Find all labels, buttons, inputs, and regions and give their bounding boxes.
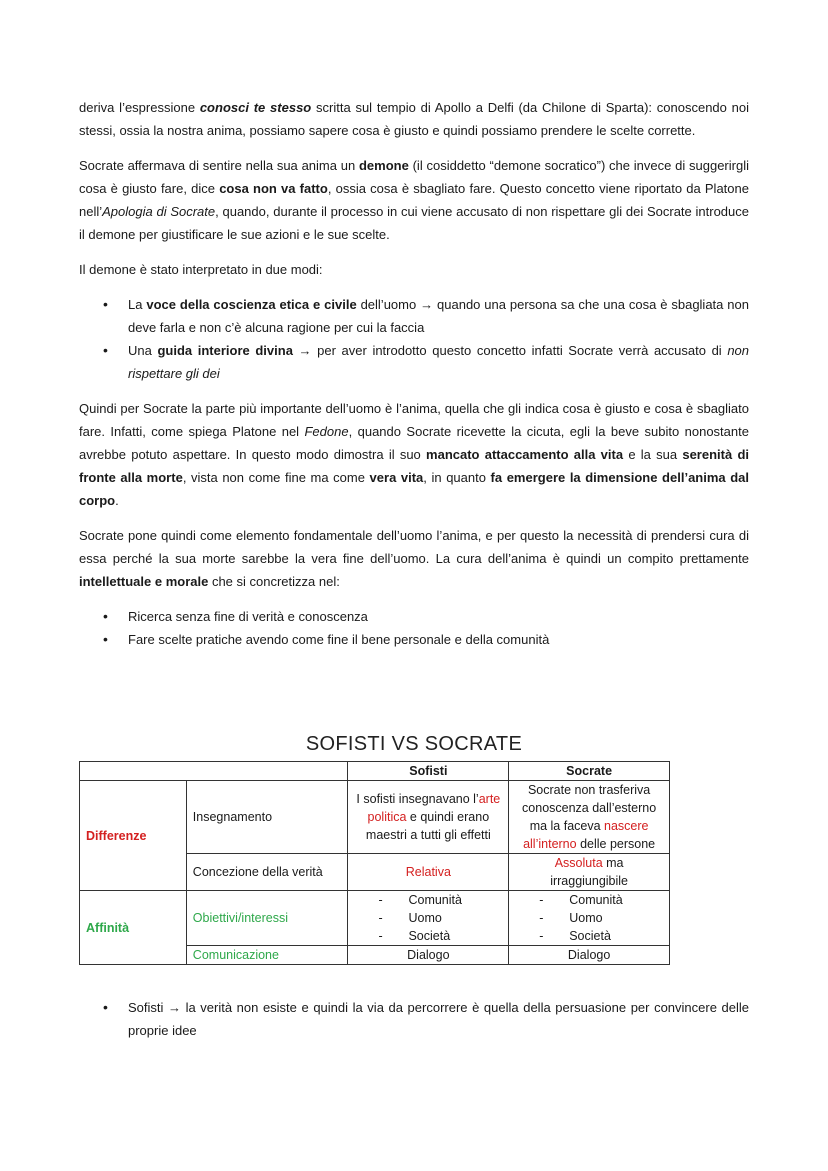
cell-socrate-obiettivi — [509, 891, 670, 946]
text: deriva l’espressione — [79, 100, 200, 115]
emphasis: guida interiore divina — [157, 343, 293, 358]
cura-list — [79, 605, 749, 651]
dash: - — [378, 929, 383, 943]
dash: - — [539, 911, 544, 925]
text: delle persone — [576, 837, 656, 851]
dash: - — [378, 893, 383, 907]
highlight-text: Assoluta — [554, 856, 603, 870]
list-item — [79, 339, 749, 385]
group-label-differenze: Differenze — [80, 781, 187, 891]
italic-title: Fedone — [304, 424, 349, 439]
cell-socrate-verita — [509, 854, 670, 891]
text: La — [128, 297, 147, 312]
table-row — [80, 781, 670, 854]
dash: - — [378, 911, 383, 925]
paragraph-demone — [79, 154, 749, 246]
text: Una — [128, 343, 158, 358]
text: che si concretizza nel: — [208, 574, 340, 589]
text: e quindi erano maestri a tutti gli effetti — [365, 810, 491, 842]
text: Socrate affermava di sentire nella sua anima un — [79, 158, 359, 173]
emphasis: mancato attaccamento alla vita — [426, 447, 624, 462]
list-item: • Sofisti → la verità non esiste e quindi la via da percorrere è quella della persuasione per convincere delle proprie idee — [79, 996, 749, 1042]
text: ma irraggiungibile — [550, 856, 629, 888]
list-item: Uomo — [408, 911, 442, 925]
interpretations-list — [79, 293, 749, 385]
dash-list — [515, 891, 663, 945]
table-row — [80, 891, 670, 946]
header-socrate: Socrate — [509, 762, 670, 781]
row-label-obiettivi: Obiettivi/interessi — [186, 891, 348, 946]
final-section — [79, 996, 749, 1054]
list-item: • Ricerca senza fine di verità e conoscenza — [79, 605, 749, 628]
emphasis: fa emergere la dimensione dell’anima dal corpo — [79, 470, 750, 508]
document-body — [79, 96, 749, 663]
emphasis: vera vita — [369, 470, 424, 485]
list-item: Società — [569, 929, 611, 943]
italic-title: Apologia di Socrate — [102, 204, 216, 219]
cell-sofisti-verita: Relativa — [348, 854, 509, 891]
highlight-text: nascere — [604, 819, 649, 833]
text: . — [115, 493, 119, 508]
header-empty-cell — [80, 762, 348, 781]
list-item: Società — [408, 929, 451, 943]
row-label-verita: Concezione della verità — [186, 854, 348, 891]
text: Socrate non trasferiva conoscenza dall’esterno ma la faceva — [522, 783, 657, 833]
text: , quando, durante il processo in cui viene accusato di non rispettare gli dei Socrate introduce il demone per giustificare le sue azioni e le sue scelte. — [79, 204, 749, 242]
text: I sofisti insegnavano l’ — [356, 792, 479, 806]
dash: - — [539, 929, 544, 943]
paragraph-cura-anima — [79, 524, 749, 593]
emphasis: voce della coscienza etica e civile — [146, 297, 357, 312]
text: scritta sul tempio di Apollo a Delfi (da Chilone di Sparta): conoscendo noi stessi, ossia la nostra anima, possiamo sapere cosa è giusto e quindi possiamo prendere le scelte corrette. — [79, 100, 749, 138]
row-label-insegnamento: Insegnamento — [186, 781, 348, 854]
cell-sofisti-obiettivi — [348, 891, 509, 946]
list-item: Uomo — [569, 911, 603, 925]
text: , quando Socrate ricevette la cicuta, egli la beve subito nonostante avrebbe potuto aspettare. In questo modo dimostra il suo — [79, 424, 749, 462]
cell-socrate-insegnamento — [509, 781, 670, 854]
cell-sofisti-comunicazione: Dialogo — [348, 946, 509, 965]
emphasis: demone — [358, 158, 409, 173]
text: , ossia cosa è sbagliato fare. Questo concetto viene riportato da Platone nell’ — [79, 181, 749, 219]
text: (il cosiddetto “demone socratico”) che invece di suggerirgli cosa è giusto fare, dice — [79, 158, 749, 196]
group-label-affinita: Affinità — [80, 891, 187, 965]
text: → per aver introdotto questo concetto infatti Socrate verrà accusato di — [292, 343, 728, 358]
list-item: Comunità — [408, 893, 462, 907]
paragraph-conosci-te-stesso — [79, 96, 749, 142]
header-sofisti: Sofisti — [348, 762, 509, 781]
text: Socrate pone quindi come elemento fondamentale dell’uomo l’anima, e per questo la necessità di prendersi cura di essa perché la sua morte sarebbe la vera fine dell’uomo. La cura dell’anima è quindi un compito prettamente — [79, 528, 749, 566]
dash-list — [354, 891, 502, 945]
text: , vista non come fine ma come — [182, 470, 370, 485]
table-header-row — [80, 762, 670, 781]
row-label-comunicazione: Comunicazione — [186, 946, 348, 965]
highlight-text: all’interno — [523, 837, 577, 851]
emphasis: conosci te stesso — [199, 100, 312, 115]
text: dell’uomo → quando una persona sa che una cosa è sbagliata non deve farla e non c’è alcuna ragione per cui la faccia — [128, 297, 749, 335]
sofisti-list — [79, 996, 749, 1042]
cell-sofisti-insegnamento — [348, 781, 509, 854]
emphasis: cosa non va fatto — [219, 181, 328, 196]
highlight-text: arte politica — [367, 792, 501, 824]
comparison-table — [79, 761, 670, 965]
list-item — [79, 293, 749, 339]
text: Quindi per Socrate la parte più importante dell’uomo è l’anima, quella che gli indica cosa è giusto e cosa è sbagliato fare. Infatti, come spiega Platone nel — [79, 401, 749, 439]
list-item: Comunità — [569, 893, 623, 907]
table-title: SOFISTI VS SOCRATE — [305, 733, 523, 755]
paragraph-interpretazioni: Il demone è stato interpretato in due modi: — [79, 262, 323, 277]
italic-text: non rispettare gli dei — [128, 343, 750, 381]
emphasis: intellettuale e morale — [79, 574, 209, 589]
text: e la sua — [623, 447, 683, 462]
cell-socrate-comunicazione: Dialogo — [509, 946, 670, 965]
dash: - — [539, 893, 544, 907]
text: , in quanto — [423, 470, 491, 485]
list-item: • Fare scelte pratiche avendo come fine il bene personale e della comunità — [79, 628, 749, 651]
paragraph-anima — [79, 397, 749, 512]
emphasis: serenità di fronte alla morte — [79, 447, 749, 485]
